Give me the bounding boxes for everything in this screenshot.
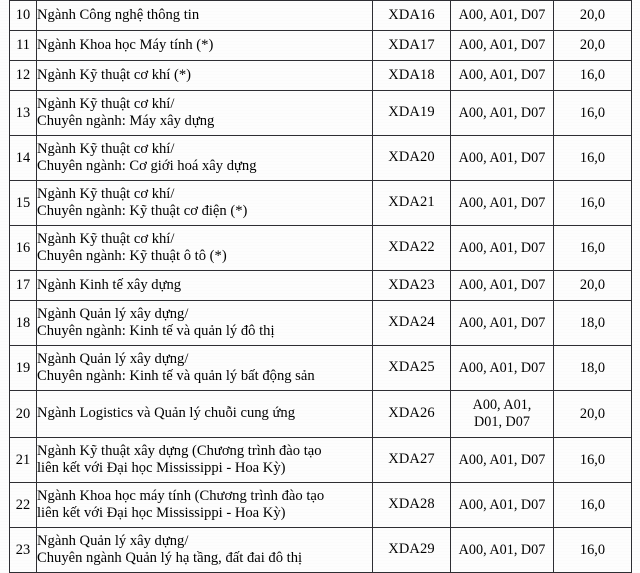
program-name-line: Chuyên ngành: Kỹ thuật cơ điện (*) [37, 203, 248, 219]
score-cell: 18,0 [554, 301, 632, 346]
subject-combination-cell [451, 31, 554, 61]
subject-combination-cell [451, 391, 554, 438]
program-name-line: Ngành Quản lý xây dựng/ [37, 305, 189, 322]
program-code-cell: XDA26 [373, 391, 451, 438]
row-number-cell: 21 [10, 438, 37, 483]
program-name-line: Ngành Logistics và Quản lý chuỗi cung ứng [37, 405, 295, 422]
subject-combination-cell [451, 271, 554, 301]
subject-combination-cell [451, 136, 554, 181]
subject-combination-cell [451, 346, 554, 391]
score-cell: 20,0 [554, 271, 632, 301]
subject-combination-line: A00, A01, D07 [458, 67, 546, 84]
table-row [10, 31, 632, 61]
score-cell: 16,0 [554, 226, 632, 271]
row-number-cell: 19 [10, 346, 37, 391]
score-cell: 16,0 [554, 181, 632, 226]
program-name-cell [37, 136, 373, 181]
program-name-line: Ngành Kỹ thuật xây dựng (Chương trình đào tạo [37, 442, 322, 459]
subject-combination-cell [451, 1, 554, 31]
program-code-cell: XDA21 [373, 181, 451, 226]
row-number-cell: 23 [10, 528, 37, 573]
score-cell: 20,0 [554, 31, 632, 61]
program-name-cell [37, 301, 373, 346]
program-name-line: Chuyên ngành Quản lý hạ tầng, đất đai đô thị [37, 550, 303, 566]
table-row [10, 438, 632, 483]
program-name-line: Ngành Khoa học máy tính (Chương trình đào tạo [37, 487, 325, 504]
program-name-line: liên kết với Đại học Mississippi - Hoa Kỳ) [37, 505, 286, 521]
program-name-line: Ngành Kỹ thuật cơ khí/ [37, 185, 175, 202]
subject-combination-line: A00, A01, D07 [458, 451, 546, 468]
table-row [10, 226, 632, 271]
program-name-line: Chuyên ngành: Kỹ thuật ô tô (*) [37, 248, 227, 264]
program-name-line: Ngành Kỹ thuật cơ khí/ [37, 95, 175, 112]
program-code-cell: XDA27 [373, 438, 451, 483]
program-name-cell [37, 391, 373, 438]
program-name-cell [37, 61, 373, 91]
score-cell: 16,0 [554, 136, 632, 181]
admissions-table [9, 0, 632, 573]
program-name-line: Ngành Quản lý xây dựng/ [37, 532, 189, 549]
program-name-cell [37, 483, 373, 528]
score-cell: 20,0 [554, 1, 632, 31]
table-row [10, 91, 632, 136]
program-code-cell: XDA19 [373, 91, 451, 136]
program-code-cell: XDA24 [373, 301, 451, 346]
row-number-cell: 18 [10, 301, 37, 346]
program-name-line: Chuyên ngành: Cơ giới hoá xây dựng [37, 158, 257, 174]
table-body [10, 1, 632, 573]
row-number-cell: 20 [10, 391, 37, 438]
program-code-cell: XDA28 [373, 483, 451, 528]
subject-combination-cell [451, 91, 554, 136]
row-number-cell: 13 [10, 91, 37, 136]
score-cell: 16,0 [554, 91, 632, 136]
subject-combination-line: A00, A01, D07 [458, 277, 546, 294]
subject-combination-line: A00, A01, D07 [458, 194, 546, 211]
row-number-cell: 12 [10, 61, 37, 91]
score-cell: 16,0 [554, 61, 632, 91]
row-number-cell: 22 [10, 483, 37, 528]
table-row [10, 301, 632, 346]
program-code-cell: XDA16 [373, 1, 451, 31]
subject-combination-line: A00, A01, D07 [458, 541, 546, 558]
table-row [10, 391, 632, 438]
program-code-cell: XDA20 [373, 136, 451, 181]
subject-combination-line: A00, A01, D07 [458, 314, 546, 331]
subject-combination-cell [451, 226, 554, 271]
program-name-line: Chuyên ngành: Máy xây dựng [37, 113, 215, 129]
row-number-cell: 10 [10, 1, 37, 31]
subject-combination-line: A00, A01, D07 [458, 37, 546, 54]
program-code-cell: XDA18 [373, 61, 451, 91]
row-number-cell: 17 [10, 271, 37, 301]
subject-combination-line: A00, A01, D07 [458, 496, 546, 513]
row-number-cell: 16 [10, 226, 37, 271]
score-cell: 16,0 [554, 438, 632, 483]
program-name-line: Ngành Kinh tế xây dựng [37, 276, 182, 293]
table-row [10, 483, 632, 528]
table-row [10, 1, 632, 31]
subject-combination-line: A00, A01, D07 [458, 7, 546, 24]
score-cell: 20,0 [554, 391, 632, 438]
subject-combination-line: D01, D07 [474, 414, 530, 430]
score-cell: 16,0 [554, 528, 632, 573]
program-code-cell: XDA29 [373, 528, 451, 573]
program-name-line: Ngành Khoa học Máy tính (*) [37, 36, 214, 53]
program-name-line: liên kết với Đại học Mississippi - Hoa Kỳ) [37, 460, 286, 476]
table-row [10, 61, 632, 91]
row-number-cell: 14 [10, 136, 37, 181]
table-row [10, 528, 632, 573]
table-row [10, 181, 632, 226]
table-row [10, 136, 632, 181]
program-name-line: Chuyên ngành: Kinh tế và quản lý đô thị [37, 323, 275, 339]
program-name-line: Chuyên ngành: Kinh tế và quản lý bất động sản [37, 368, 315, 384]
program-name-cell [37, 181, 373, 226]
program-name-cell [37, 226, 373, 271]
subject-combination-cell [451, 301, 554, 346]
subject-combination-cell [451, 438, 554, 483]
subject-combination-line: A00, A01, D07 [458, 104, 546, 121]
program-name-cell [37, 1, 373, 31]
subject-combination-cell [451, 528, 554, 573]
program-name-line: Ngành Công nghệ thông tin [37, 6, 200, 23]
subject-combination-line: A00, A01, [472, 397, 532, 414]
subject-combination-cell [451, 61, 554, 91]
row-number-cell: 11 [10, 31, 37, 61]
program-code-cell: XDA25 [373, 346, 451, 391]
subject-combination-line: A00, A01, D07 [458, 239, 546, 256]
subject-combination-cell [451, 181, 554, 226]
program-name-cell [37, 91, 373, 136]
program-name-line: Ngành Quản lý xây dựng/ [37, 350, 189, 367]
program-name-line: Ngành Kỹ thuật cơ khí (*) [37, 66, 192, 83]
program-code-cell: XDA23 [373, 271, 451, 301]
program-name-cell [37, 346, 373, 391]
table-row [10, 271, 632, 301]
table-row [10, 346, 632, 391]
row-number-cell: 15 [10, 181, 37, 226]
program-name-cell [37, 271, 373, 301]
score-cell: 18,0 [554, 346, 632, 391]
program-code-cell: XDA17 [373, 31, 451, 61]
program-name-cell [37, 528, 373, 573]
program-name-line: Ngành Kỹ thuật cơ khí/ [37, 230, 175, 247]
subject-combination-line: A00, A01, D07 [458, 359, 546, 376]
program-name-cell [37, 31, 373, 61]
subject-combination-line: A00, A01, D07 [458, 149, 546, 166]
program-code-cell: XDA22 [373, 226, 451, 271]
program-name-cell [37, 438, 373, 483]
score-cell: 16,0 [554, 483, 632, 528]
program-name-line: Ngành Kỹ thuật cơ khí/ [37, 140, 175, 157]
subject-combination-cell [451, 483, 554, 528]
